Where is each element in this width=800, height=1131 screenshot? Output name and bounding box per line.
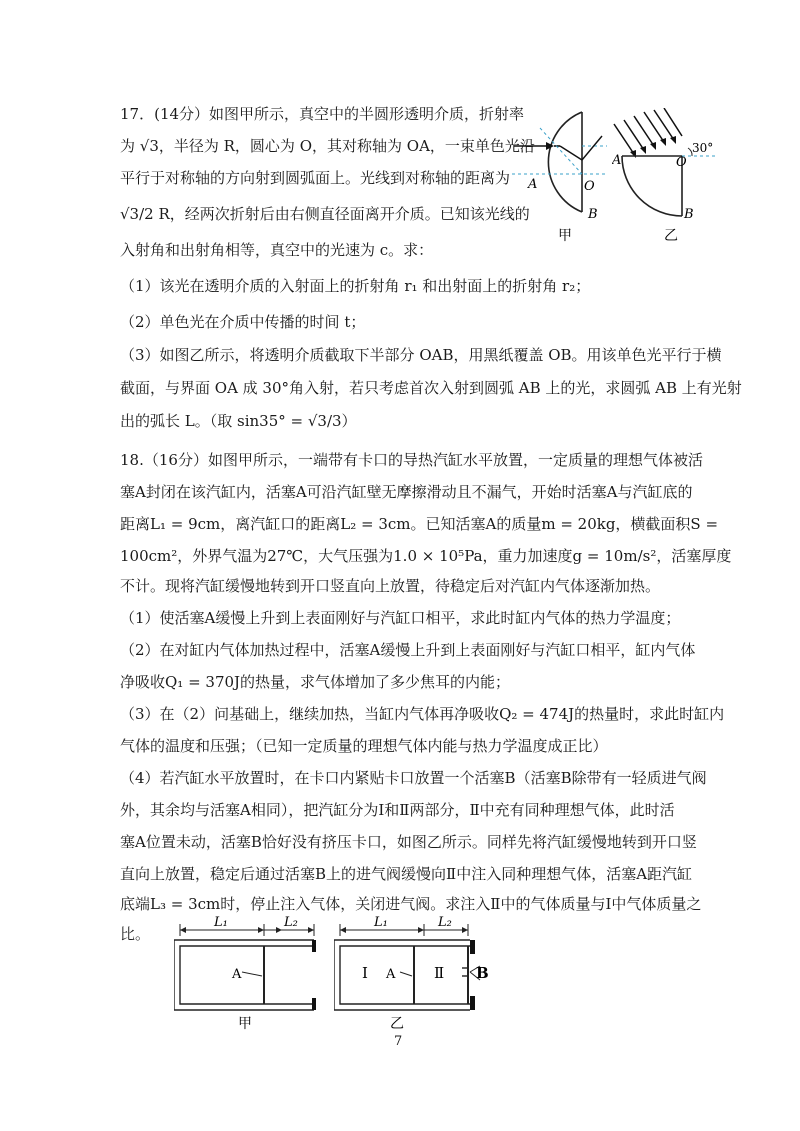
label-B: B [588, 207, 598, 222]
q17-figure-yi [612, 108, 722, 244]
figure-label-yi-18: 乙 [390, 1016, 404, 1030]
q18-line-1: 18.（16分）如图甲所示，一端带有卡口的导热汽缸水平放置，一定质量的理想气体被活 [120, 451, 703, 469]
stop-lip-bottom-b [470, 996, 475, 1010]
stop-lip-bottom [312, 998, 316, 1010]
cylinder-wall-outer [174, 940, 314, 1010]
q18-line-11: （4）若汽缸水平放置时，在卡口内紧贴卡口放置一个活塞B（活塞B除带有一轻质进气阀 [120, 769, 707, 787]
q17-line-4: √3/2 R，经两次折射后由右侧直径面离开介质。已知该光线的 [120, 205, 530, 223]
label-O2: O [676, 155, 687, 170]
q18-line-15: 底端L₃ = 3cm时，停止注入气体，关闭进气阀。求注入Ⅱ中的气体质量与Ⅰ中气体质量之 [120, 895, 702, 913]
dim-L1: L₁ [214, 915, 228, 930]
cylinder-wall-inner-b [340, 946, 470, 1004]
figure-label-jia-18: 甲 [238, 1016, 252, 1030]
q17-line-5: 入射角和出射角相等，真空中的光速为 c。求： [120, 241, 434, 259]
q17-line-2: 为 √3，半径为 R，圆心为 O，其对称轴为 OA，一束单色光沿 [120, 137, 535, 155]
q17-figure-jia [512, 108, 612, 244]
q17-line-10: 出的弧长 L。（取 sin35° = √3/3） [120, 412, 357, 430]
q18-line-2: 塞A封闭在该汽缸内，活塞A可沿汽缸壁无摩擦滑动且不漏气，开始时活塞A与汽缸底的 [120, 483, 693, 501]
page-number: 7 [394, 1034, 403, 1049]
dim-L2: L₂ [284, 915, 298, 930]
label-piston-B: B [476, 964, 489, 982]
figure-label-jia: 甲 [558, 228, 572, 244]
figure-label-yi: 乙 [664, 228, 678, 244]
angle-label: 30° [692, 141, 714, 155]
q17-line-7: （2）单色光在介质中传播的时间 t； [120, 313, 366, 331]
q18-line-9: （3）在（2）问基础上，继续加热，当缸内气体再净吸收Q₂ = 474J的热量时，求此时缸内 [120, 705, 725, 723]
semicircle-arc [548, 112, 582, 212]
dim-L1-b: L₁ [374, 915, 388, 930]
stop-lip-top-b [470, 940, 475, 954]
q18-figure-jia [174, 910, 324, 1030]
stop-lip-top [312, 940, 316, 952]
label-A2: A [612, 153, 622, 168]
q17-line-1: 17．(14分）如图甲所示，真空中的半圆形透明介质，折射率 [120, 105, 525, 123]
q18-line-14: 直向上放置，稳定后通过活塞B上的进气阀缓慢向Ⅱ中注入同种理想气体，活塞A距汽缸 [120, 865, 693, 883]
label-region-I: Ⅰ [362, 964, 368, 982]
q17-line-6: （1）该光在透明介质的入射面上的折射角 r₁ 和出射面上的折射角 r₂； [120, 277, 591, 295]
cylinder-wall-outer-b [334, 940, 470, 1010]
q18-line-13: 塞A位置未动，活塞B恰好没有挤压卡口，如图乙所示。同样先将汽缸缓慢地转到开口竖 [120, 833, 697, 851]
q18-line-3: 距离L₁ = 9cm，离汽缸口的距离L₂ = 3cm。已知活塞A的质量m = 20kg，横截面积S = [120, 515, 719, 533]
q18-line-8: 净吸收Q₁ = 370J的热量，求气体增加了多少焦耳的内能； [120, 673, 511, 691]
q18-line-12: 外，其余均与活塞A相同），把汽缸分为Ⅰ和Ⅱ两部分，Ⅱ中充有同种理想气体，此时活 [120, 801, 675, 819]
cylinder-wall-inner [180, 946, 314, 1004]
label-piston-A-b: A [386, 967, 396, 982]
dim-L2-b: L₂ [438, 915, 452, 930]
label-region-II: Ⅱ [434, 964, 445, 982]
q18-line-16: 比。 [120, 925, 151, 943]
exit-ray [582, 136, 602, 160]
label-A: A [528, 177, 538, 192]
q18-figure-yi [334, 910, 504, 1030]
normal-line [540, 128, 582, 174]
q18-line-6: （1）使活塞A缓慢上升到上表面刚好与汽缸口相平，求此时缸内气体的热力学温度； [120, 609, 681, 627]
label-B2: B [684, 207, 694, 222]
parallel-rays [614, 108, 682, 154]
q18-line-5: 不计。现将汽缸缓慢地转到开口竖直向上放置，待稳定后对汽缸内气体逐渐加热。 [120, 577, 661, 595]
q18-line-10: 气体的温度和压强；（已知一定质量的理想气体内能与热力学温度成正比） [120, 737, 608, 755]
quarter-arc [622, 156, 682, 216]
q17-line-8: （3）如图乙所示，将透明介质截取下半部分 OAB，用黑纸覆盖 OB。用该单色光平行于横 [120, 346, 722, 364]
q17-line-9: 截面，与界面 OA 成 30°角入射，若只考虑首次入射到圆弧 AB 上的光，求圆弧 AB 上有光射 [120, 379, 742, 397]
q17-line-3: 平行于对称轴的方向射到圆弧面上。光线到对称轴的距离为 [120, 169, 511, 187]
label-piston-A: A [232, 967, 242, 982]
q18-line-4: 100cm²，外界气温为27℃，大气压强为1.0 × 10⁵Pa，重力加速度g = 10m/s²，活塞厚度 [120, 547, 732, 565]
refracted-ray [560, 146, 582, 160]
label-O: O [584, 179, 595, 194]
q18-line-7: （2）在对缸内气体加热过程中，活塞A缓慢上升到上表面刚好与汽缸口相平，缸内气体 [120, 641, 696, 659]
